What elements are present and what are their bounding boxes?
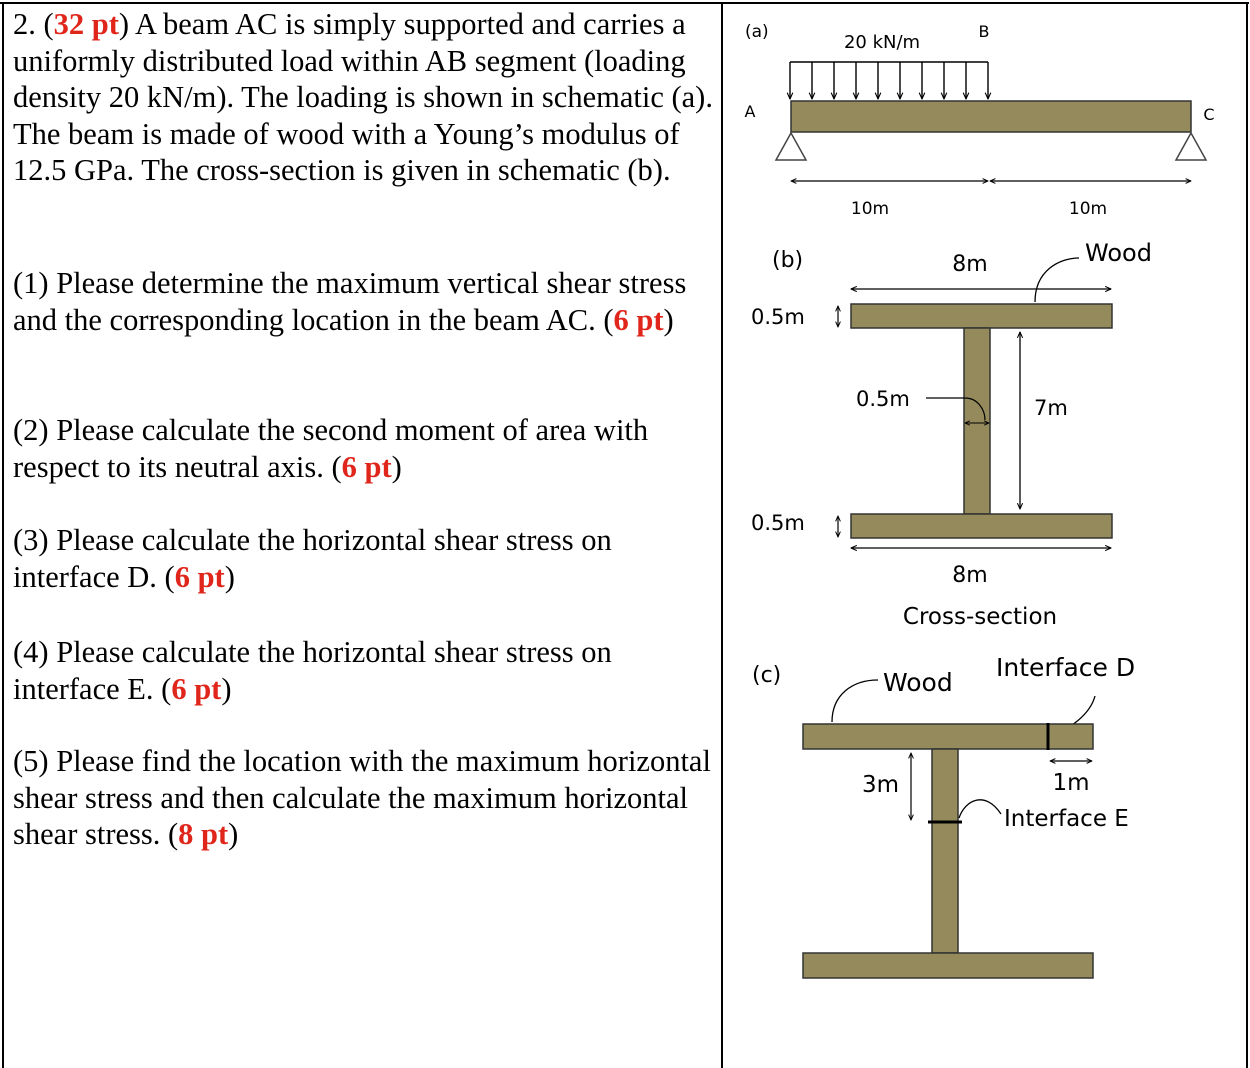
interface-e-leader [959,800,1001,818]
interface-e-label: Interface E [1004,806,1129,832]
figure-a-tag: (a) [745,22,769,42]
top-flange [851,304,1112,328]
web-thickness-label: 0.5m [856,387,910,411]
top-flange-width-label: 8m [952,252,988,277]
dimension-1m-label: 1m [1052,770,1090,796]
question-1-points: 6 pt [613,302,664,337]
question-2: (2) Please calculate the second moment of area with respect to its neutral axis. (6 pt) [13,413,649,484]
web-height-label: 7m [1034,396,1068,420]
question-3: (3) Please calculate the horizontal shear stress on interface D. (6 pt) [13,523,612,594]
question-3-points: 6 pt [174,559,225,594]
cross-section-caption: Cross-section [902,604,1058,630]
problem-points: 32 pt [53,7,119,41]
question-4: (4) Please calculate the horizontal shear stress on interface E. (6 pt) [13,635,612,706]
figure-c-interfaces [752,653,1135,978]
question-4-points: 6 pt [171,671,222,706]
beam-ac [791,101,1191,132]
question-5: (5) Please find the location with the maximum horizontal shear stress and then calculate the maximum horizontal shear stress. (8 pt) [13,744,711,852]
material-label-b: Wood [1085,239,1152,267]
interface-d-label: Interface D [996,653,1136,682]
top-flange-thickness-label: 0.5m [751,305,805,329]
problem-intro: 2. (32 pt) A beam AC is simply supported and carries a uniformly distributed load within AB segment (loading density 20 kN/m). The loading is shown in schematic (a). The beam is made of wood with a Young’s modulus of 12.5 GPa. The cross-section is given in schematic (b). [13,7,713,188]
material-leader-b [1035,258,1079,302]
dimension-3m-label: 3m [862,772,900,798]
point-a-label: A [744,102,756,121]
question-2-points: 6 pt [341,449,392,484]
load-density-label: 20 kN/m [843,32,921,53]
question-1: (1) Please determine the maximum vertical shear stress and the corresponding location in the beam AC. (6 pt) [13,266,687,337]
bottom-flange-width-label: 8m [952,563,988,588]
material-leader-c [832,680,878,722]
point-c-label: C [1203,105,1215,124]
bottom-flange [851,514,1112,538]
span-ab-label: 10m [850,199,890,219]
bottom-flange-c [803,953,1093,978]
point-b-label: B [978,22,990,41]
question-5-points: 8 pt [178,817,229,852]
distributed-load-arrows [790,62,988,99]
material-label-c: Wood [883,668,953,697]
figure-a-beam-schematic [745,22,1215,219]
figure-c-tag: (c) [752,663,782,688]
support-c [1176,133,1206,160]
support-a [776,133,806,160]
web-c [932,749,958,953]
figure-b-tag: (b) [772,248,804,273]
bottom-flange-thickness-label: 0.5m [751,511,805,535]
web [964,328,990,514]
span-bc-label: 10m [1068,199,1108,219]
figure-b-cross-section [751,239,1152,630]
